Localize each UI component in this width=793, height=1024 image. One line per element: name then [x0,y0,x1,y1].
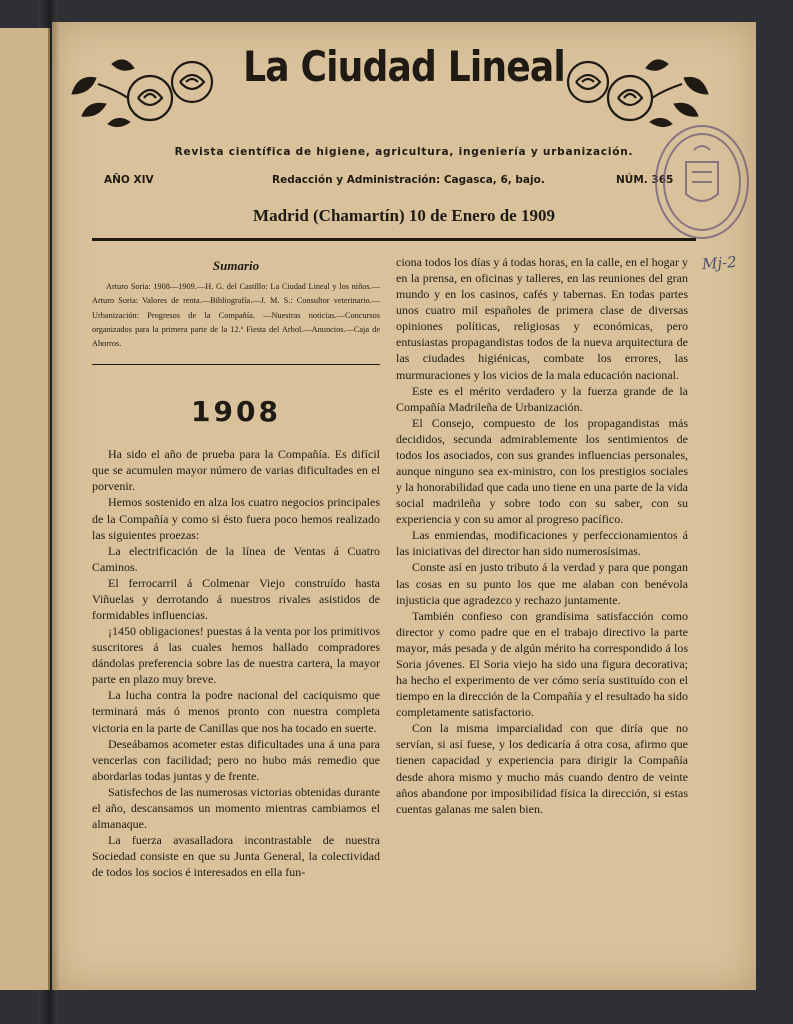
paragraph: La fuerza avasalladora incontrastable de nuestra Sociedad consiste en que su Junta General, la colectividad de todos los socios é interesados en ella fun- [92,833,380,880]
summary-text: Arturo Soria: 1908—1909.—H. G. del Castillo: La Ciudad Lineal y los niños.—Arturo Soria: Valores de renta.—Bibliografía.—J. M. S.: Consultor veterinario.—Urbanización: Progresos de la Compañía. —Nuestras noticias.—Concursos organizados para la primera parte de la 12.ª Fiesta del Arbol.—Anuncios.—Caja de Ahorros. [92,282,380,349]
paragraph: Satisfechos de las numerosas victorias obtenidas durante el año, descansamos un momento mientras cambiamos el almanaque. [92,784,380,832]
paragraph: ¡1450 obligaciones! puestas á la venta por los primitivos suscritores á las cuales hemos hallado compradores dándolas preferencia sobre las de nuestra cartera, la mayor parte en plazo muy breve. [92,624,380,687]
masthead-info-row [104,174,674,190]
paragraph: También confieso con grandísima satisfacción como director y como padre que en el trabajo directivo la parte mayor, más pesada y de algún mérito ha correspondido á los Soria jóvenes. El Soria viejo ha sido una figura decorativa; ha hecho el experimento de ver cómo sería sustituído con el tiempo en la dirección de la Compañía y el resultado ha sido completamente satisfactorio. [396,608,688,720]
left-column [92,252,380,880]
volume-label: AÑO XIV [104,174,154,186]
paragraph: El ferrocarril á Colmenar Viejo construído hasta Viñuelas y derrotando á nuestros rivales asistidos de formidables influencias. [92,575,380,622]
paragraph: Con la misma imparcialidad con que diría que no servían, si así fuese, y los dedicaría á otra cosa, afirmo que tienen capacidad y experiencia para dirigir la Compañía desde ahora mismo y mucho más cuando dentro de veinte años abandone por imposibilidad física la dirección, si estas cuentas galanas me salen bien. [396,721,688,816]
paragraph: Este es el mérito verdadero y la fuerza grande de la Compañía Madrileña de Urbanización. [396,383,688,414]
paragraph: La lucha contra la podre nacional del caciquismo que terminará más ó menos pronto con nuestra completa victoria en la parte de Canillas que nos ha tocado en suerte. [92,688,380,735]
paragraph: Conste así en justo tributo á la verdad y para que pongan las cosas en su punto los que me alaban con benévola injusticia que agradezco y rechazo juntamente. [396,560,688,607]
facing-page-edge [0,28,50,990]
page-crease [52,22,60,990]
dateline: Madrid (Chamartín) 10 de Enero de 1909 [253,206,555,225]
paragraph: Hemos sostenido en alza los cuatro negocios principales de la Compañía y como si ésto fuera poco hemos realizado las siguientes proezas: [92,495,380,542]
office-address: Redacción y Administración: Cagasca, 6, bajo. [272,174,545,186]
summary-divider [92,364,380,366]
article-heading: 1908 [191,395,281,429]
newspaper-subtitle: Revista científica de higiene, agricultura, ingeniería y urbanización. [174,146,634,158]
summary-heading: Sumario [212,258,260,273]
paragraph: Ha sido el año de prueba para la Compañía. Es difícil que se acumulen mayor número de varias dificultades en el porvenir. [92,447,380,494]
paragraph: ciona todos los días y á todas horas, en la calle, en el hogar y en la prensa, en oficinas y talleres, en las reuniones del gran mundo y en los casinos, cafés y tabernas. En todas partes unos cuatro mil españoles de primera clase de diversas opiniones políticas, religiosas y económicas, pero entusiastas propagandistas todos de la nueva arquitectura de las ciudades higiénicas, combate los errores, las murmuraciones y los vicios de la mala educación nacional. [396,255,688,382]
paragraph: Las enmiendas, modificaciones y perfeccionamientos á las iniciativas del director han sido numerosísimas. [396,528,688,559]
paragraph: La electrificación de la línea de Ventas á Cuatro Caminos. [92,543,380,574]
article-body-left [92,446,380,880]
newspaper-page [52,22,756,990]
newspaper-title: La Ciudad Lineal [243,42,565,91]
paragraph: El Consejo, compuesto de los propagandistas más decididos, secunda admirablemente los sentimientos de todos los asociados, con sus grandes influencias personales, aunque ninguno sea ex-ministro, con los prestigios sociales y la honorabilidad que cada uno tiene en una parte de la vida social madrileña y sobre todo con su saber, con su experiencia y con su amor al progreso pacífico. [396,415,688,527]
issue-number: NÚM. 365 [616,174,674,186]
rose-ornament-right-icon [562,54,712,130]
handwritten-annotation: Mj-2 [701,252,738,274]
paragraph: Deseábamos acometer estas dificultades una á una para vencerlas con facilidad; pero no hubo más remedio que abordarlas todas juntas y de frente. [92,736,380,783]
right-column [396,254,688,817]
masthead-divider [92,238,696,241]
